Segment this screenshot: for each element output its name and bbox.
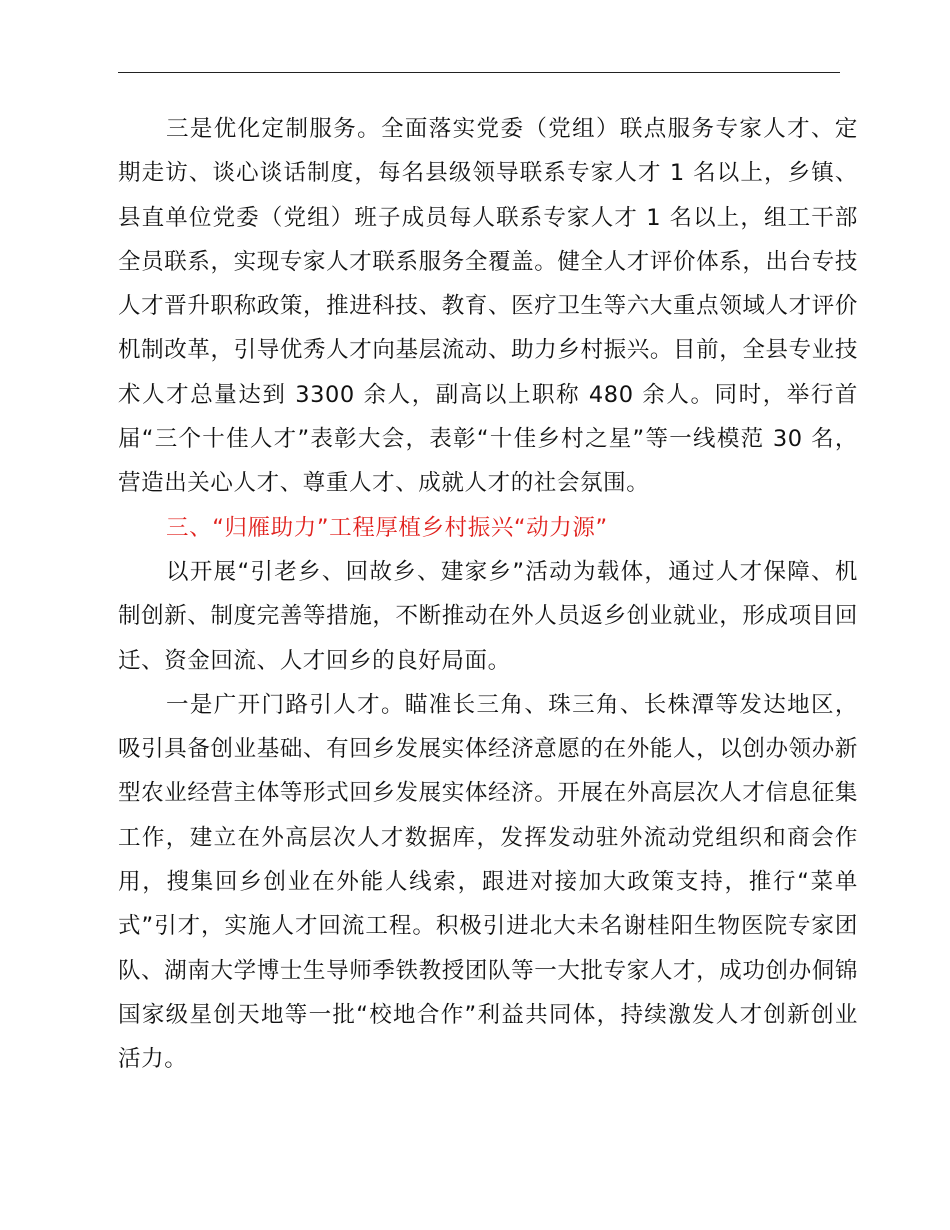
paragraph-return-program: 以开展“引老乡、回故乡、建家乡”活动为载体，通过人才保障、机制创新、制度完善等措施，不断推动在外人员返乡创业就业，形成项目回迁、资金回流、人才回乡的良好局面。 [118,558,858,674]
paragraph-custom-services: 三是优化定制服务。全面落实党委（党组）联点服务专家人才、定期走访、谈心谈话制度，每名县级领导联系专家人才 1 名以上，乡镇、县直单位党委（党组）班子成员每人联系专家人才 1 名以上，组工干部全员联系，实现专家人才联系服务全覆盖。健全人才评价体系，出台专技人才晋升职称政策，推进科技、教育、医疗卫生等六大重点领域人才评价机制改革，引导优秀人才向基层流动、助力乡村振兴。目前，全县专业技术人才总量达到 3300 余人，副高以上职称 480 余人。同时，举行首届“三个十佳人才”表彰大会，表彰“十佳乡村之星”等一线模范 30 名，营造出关心人才、尊重人才、成就人才的社会氛围。 [118,116,858,497]
paragraph-attract-talent: 一是广开门路引人才。瞄准长三角、珠三角、长株潭等发达地区，吸引具备创业基础、有回乡发展实体经济意愿的在外能人，以创办领办新型农业经营主体等形式回乡发展实体经济。开展在外高层次人才信息征集工作，建立在外高层次人才数据库，发挥发动驻外流动党组织和商会作用，搜集回乡创业在外能人线索，跟进对接加大政策支持，推行“菜单式”引才，实施人才回流工程。积极引进北大未名谢桂阳生物医院专家团队、湖南大学博士生导师季铁教授团队等一大批专家人才，成功创办侗锦国家级星创天地等一批“校地合作”利益共同体，持续激发人才创新创业活力。 [118,691,858,1073]
section-heading: 三、“归雁助力”工程厚植乡村振兴“动力源” [166,514,608,541]
document-body [118,107,858,1082]
header-rule [118,72,840,73]
